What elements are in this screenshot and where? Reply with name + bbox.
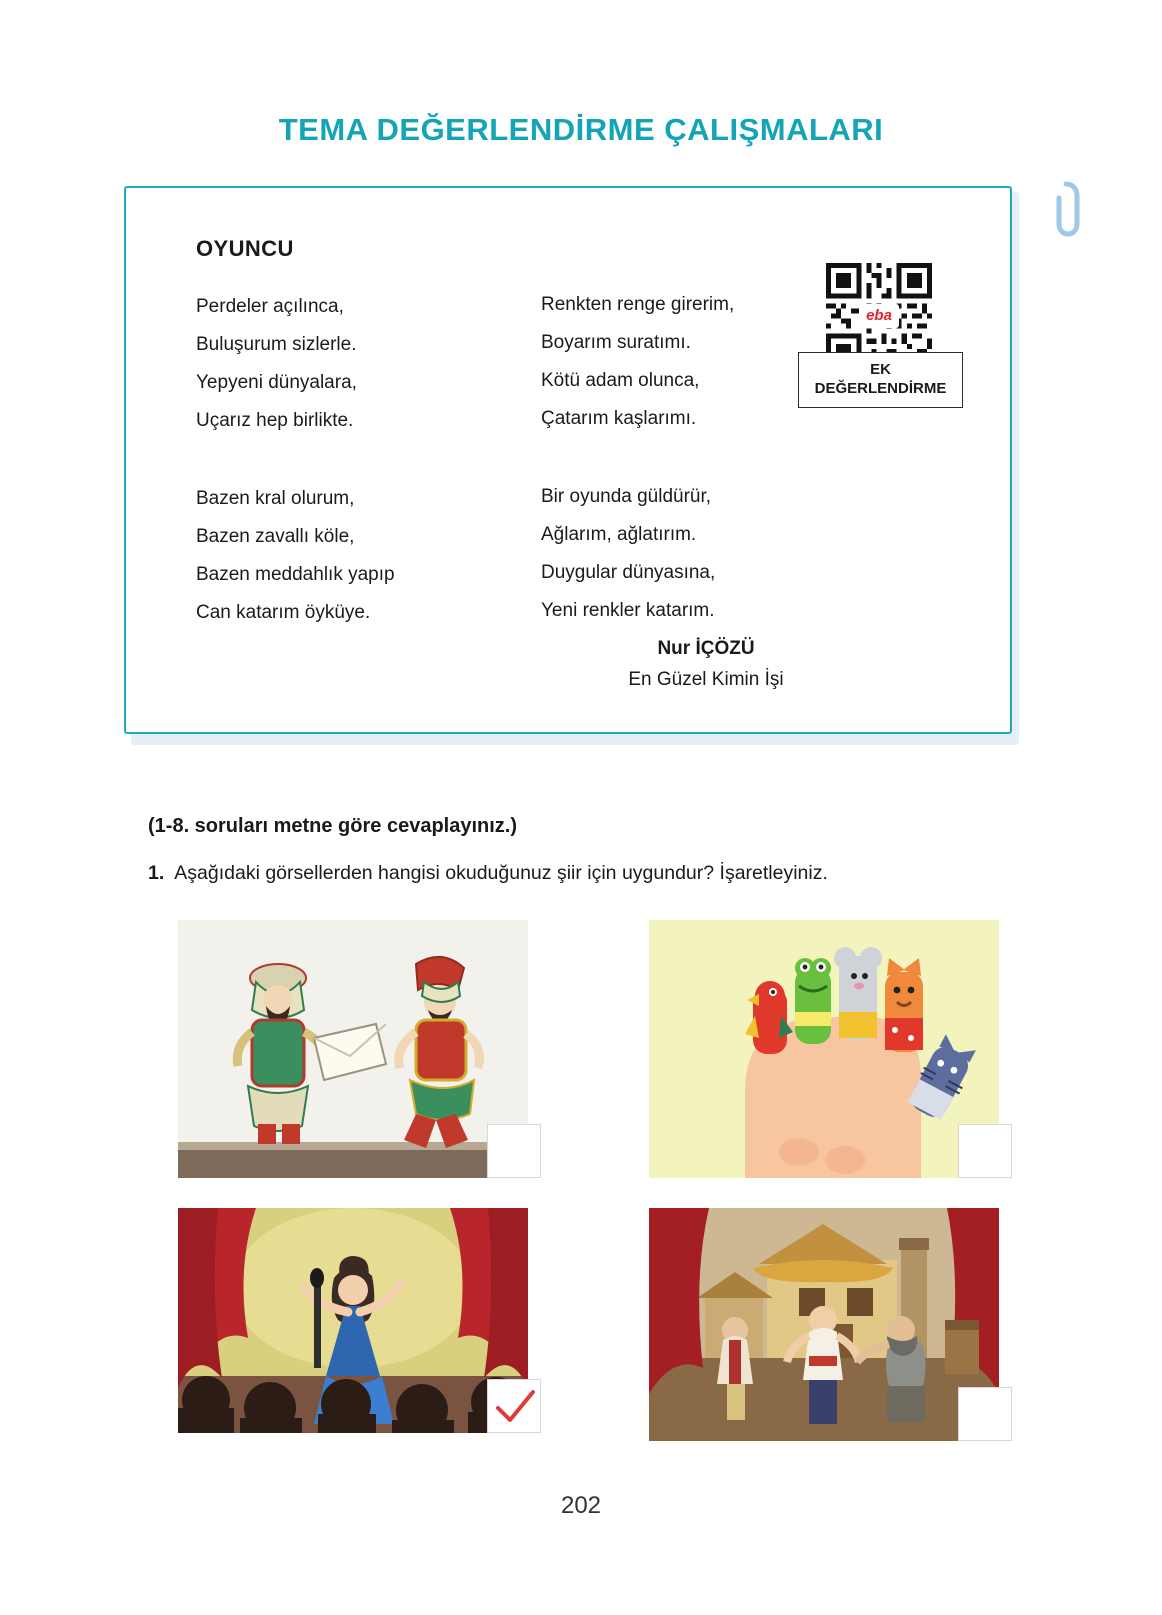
option-4-checkbox[interactable] — [958, 1387, 1012, 1441]
question-1-text: Aşağıdaki görsellerden hangisi okuduğunuz şiir için uygundur? İşaretleyiniz. — [174, 862, 828, 884]
poem-heading: OYUNCU — [196, 236, 294, 261]
eba-badge: eba — [859, 304, 899, 328]
option-2-checkbox[interactable] — [958, 1124, 1012, 1178]
option-image-4[interactable] — [649, 1208, 999, 1441]
question-1 — [148, 862, 828, 885]
poem-source: En Güzel Kimin İşi — [628, 669, 784, 690]
option-1-checkbox[interactable] — [487, 1124, 541, 1178]
poem-stanza-4: Bir oyunda güldürür, Ağlarım, ağlatırım. Duygular dünyasına, Yeni renkler katarım. — [541, 486, 716, 621]
instruction-text: (1-8. soruları metne göre cevaplayınız.) — [148, 815, 518, 837]
poem-author: Nur İÇÖZÜ — [657, 638, 755, 659]
option-image-3[interactable] — [178, 1208, 528, 1433]
option-3-checkbox[interactable] — [487, 1379, 541, 1433]
poem-stanza-2: Bazen kral olurum, Bazen zavallı köle, Bazen meddahlık yapıp Can katarım öyküye. — [196, 488, 395, 623]
option-image-1[interactable] — [178, 920, 528, 1178]
ek-degerlendirme-label: EK DEĞERLENDİRME — [798, 352, 963, 408]
page-number: 202 — [560, 1492, 602, 1519]
option-image-2[interactable] — [649, 920, 999, 1178]
check-mark-icon — [488, 1380, 542, 1434]
page-title: TEMA DEĞERLENDİRME ÇALIŞMALARI — [278, 112, 884, 147]
poem-stanza-1: Perdeler açılınca, Buluşurum sizlerle. Yepyeni dünyalara, Uçarız hep birlikte. — [196, 296, 357, 431]
poem-card — [124, 186, 1012, 734]
poem-attribution — [541, 638, 871, 691]
poem-stanza-3: Renkten renge girerim, Boyarım suratımı. Kötü adam olunca, Çatarım kaşlarımı. — [541, 294, 735, 429]
question-1-number: 1. — [148, 862, 165, 884]
paperclip-icon — [1046, 180, 1086, 238]
